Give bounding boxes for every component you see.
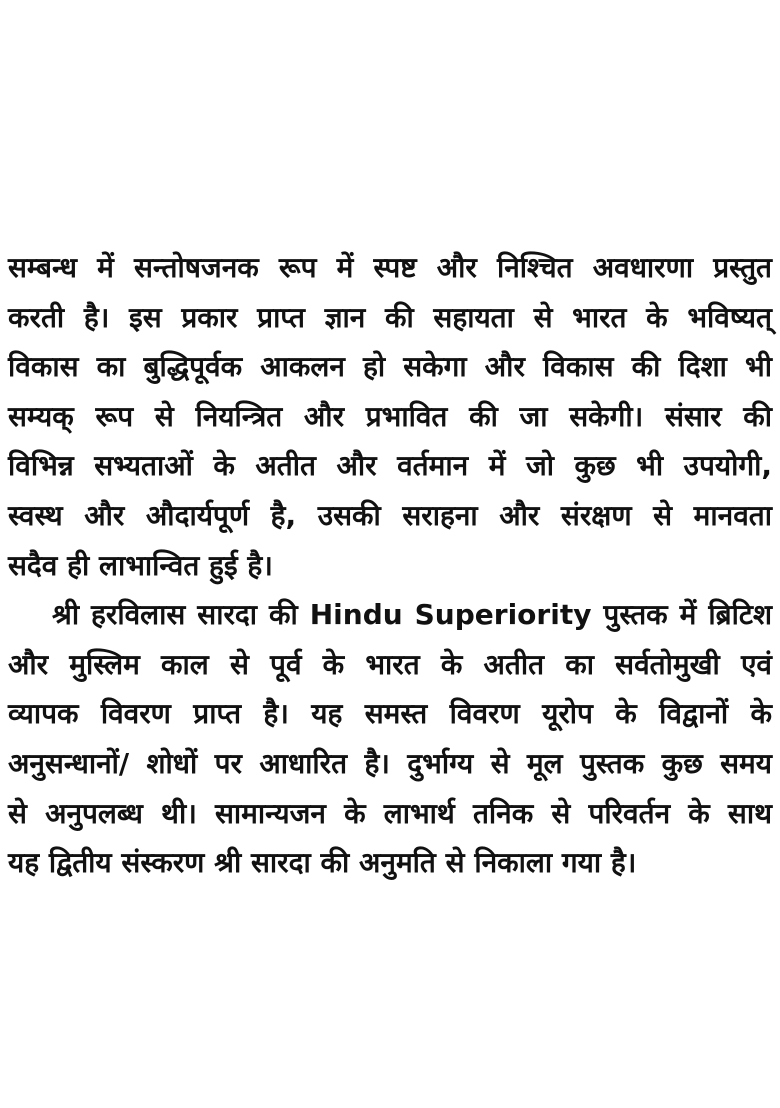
text-line: अनुसन्धानों/ शोधों पर आधारित है। दुर्भाग्य से मूल पुस्तक कुछ समय — [8, 746, 772, 780]
text-line: सम्यक् रूप से नियन्त्रित और प्रभावित की जा सकेगी। संसार की — [8, 399, 772, 433]
paragraph-1 — [8, 243, 772, 590]
text-line: सदैव ही लाभान्वित हुई है। — [8, 548, 273, 582]
text-line: यह द्वितीय संस्करण श्री सारदा की अनुमति से निकाला गया है। — [8, 846, 637, 880]
text-line: और मुस्लिम काल से पूर्व के भारत के अतीत का सर्वतोमुखी एवं — [8, 647, 772, 681]
paragraph-2 — [8, 590, 772, 888]
text-line: स्वस्थ और औदार्यपूर्ण है, उसकी सराहना और संरक्षण से मानवता — [8, 498, 772, 532]
text-line: विभिन्न सभ्यताओं के अतीत और वर्तमान में जो कुछ भी उपयोगी, — [8, 449, 772, 483]
text-line: से अनुपलब्ध थी। सामान्यजन के लाभार्थ तनिक से परिवर्तन के साथ — [8, 796, 772, 830]
text-line: श्री हरविलास सारदा की Hindu Superiority पुस्तक में ब्रिटिश — [52, 598, 772, 632]
document-body — [8, 243, 772, 888]
text-line: करती है। इस प्रकार प्राप्त ज्ञान की सहायता से भारत के भविष्यत् — [8, 300, 772, 334]
text-line: व्यापक विवरण प्राप्त है। यह समस्त विवरण यूरोप के विद्वानों के — [8, 697, 772, 731]
text-line: सम्बन्ध में सन्तोषजनक रूप में स्पष्ट और निश्चित अवधारणा प्रस्तुत — [8, 251, 772, 284]
text-line: विकास का बुद्धिपूर्वक आकलन हो सकेगा और विकास की दिशा भी — [8, 350, 772, 384]
